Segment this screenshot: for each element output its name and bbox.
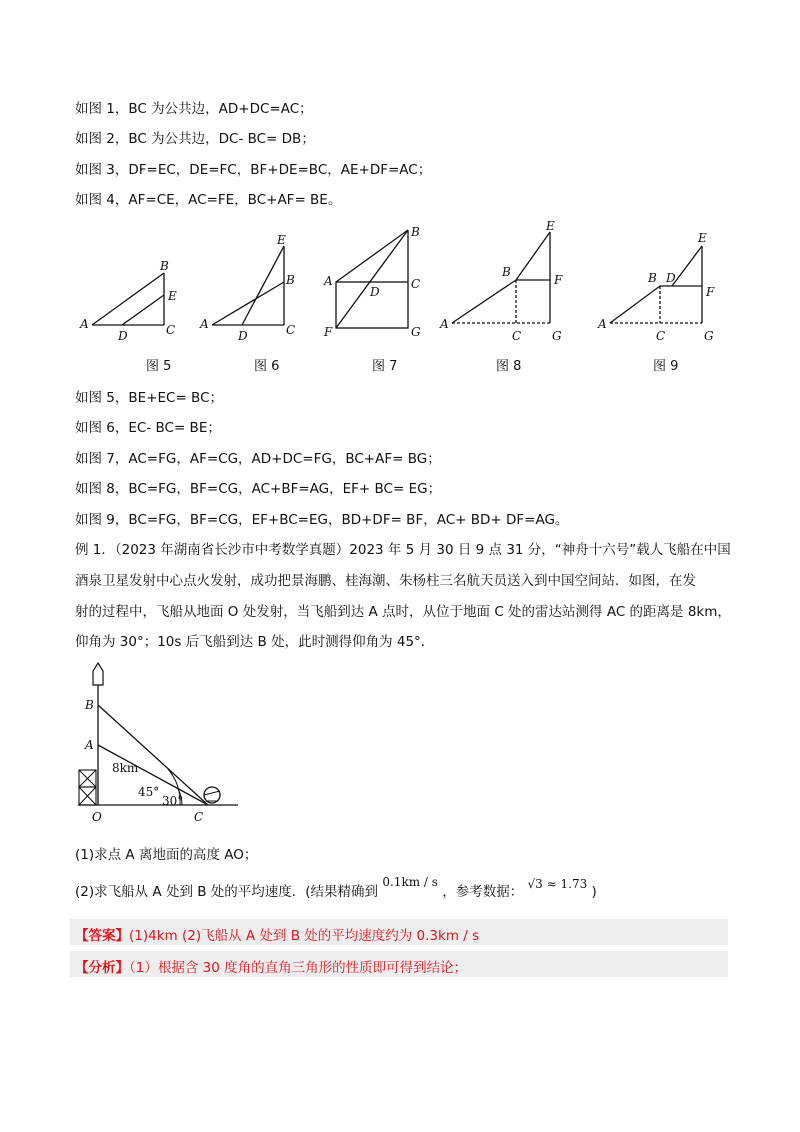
text-line-2: 如图 2，BC 为公共边，DC- BC= DB；	[75, 131, 315, 147]
svg-text:A: A	[200, 317, 209, 331]
svg-text:D: D	[666, 271, 676, 285]
text-line-5: 如图 5，BE+EC= BC；	[75, 390, 223, 406]
svg-text:A: A	[80, 317, 89, 331]
question-2-ref-label: ，参考数据：	[442, 884, 524, 900]
svg-text:E: E	[277, 233, 286, 247]
svg-text:F: F	[706, 285, 715, 299]
rocket-figure	[70, 655, 250, 825]
svg-text:G: G	[411, 325, 421, 339]
svg-text:D: D	[118, 329, 128, 343]
figure-5-caption: 图 5	[146, 359, 172, 374]
svg-text:B: B	[286, 273, 295, 287]
label-angle-45: 45°	[138, 785, 160, 799]
question-2-close: )	[591, 884, 597, 900]
example-line-2: 酒泉卫星发射中心点火发射，成功把景海鹏、桂海潮、朱杨柱三名航天员送入到中国空间站．如图，在发	[75, 573, 696, 589]
building-icon	[79, 770, 96, 805]
answer-text: (1)4km (2)飞船从 A 处到 B 处的平均速度约为 0.3km / s	[129, 928, 480, 944]
question-2-text: (2)求飞船从 A 处到 B 处的平均速度．(结果精确到	[75, 884, 379, 900]
figure-9	[597, 231, 715, 343]
svg-text:C: C	[411, 277, 421, 291]
svg-text:C: C	[512, 329, 522, 343]
figure-8	[439, 219, 563, 343]
question-2	[75, 875, 597, 900]
text-line-9: 如图 9，BC=FG，BF=CG，EF+BC=EG，BD+DF= BF，AC+ BD+ DF=AG。	[75, 512, 569, 528]
svg-text:F: F	[554, 273, 563, 287]
question-1: (1)求点 A 离地面的高度 AO；	[75, 847, 258, 863]
svg-text:C: C	[656, 329, 666, 343]
svg-text:A: A	[440, 317, 449, 331]
figures-row	[70, 218, 740, 353]
label-C: C	[194, 810, 204, 824]
svg-text:A: A	[598, 317, 607, 331]
label-A: A	[85, 738, 94, 752]
svg-text:C: C	[166, 323, 176, 337]
text-line-8: 如图 8，BC=FG，BF=CG，AC+BF=AG，EF+ BC= EG；	[75, 481, 442, 497]
svg-text:D: D	[370, 285, 380, 299]
label-8km: 8km	[112, 761, 139, 775]
svg-text:G: G	[552, 329, 562, 343]
rocket-icon	[93, 663, 103, 689]
svg-text:D: D	[238, 329, 248, 343]
example-line-1: 例 1．（2023 年湖南省长沙市中考数学真题）2023 年 5 月 30 日 9 点 31 分，“神舟十六号”载人飞船在中国	[75, 542, 731, 558]
text-line-7: 如图 7，AC=FG，AF=CG，AD+DC=FG，BC+AF= BG；	[75, 451, 441, 467]
precision-value: 0.1km / s	[382, 875, 438, 889]
figure-5	[79, 259, 177, 343]
figure-6-caption: 图 6	[254, 359, 280, 374]
radar-icon	[204, 787, 220, 803]
figure-9-caption: 图 9	[653, 359, 679, 374]
text-line-3: 如图 3，DF=EC，DE=FC，BF+DE=BC，AE+DF=AC；	[75, 162, 432, 178]
reference-value: √3 ≈ 1.73	[527, 877, 588, 891]
svg-text:B: B	[411, 225, 420, 239]
figure-6	[199, 233, 295, 343]
example-line-3: 射的过程中，飞船从地面 O 处发射，当飞船到达 A 点时，从位于地面 C 处的雷达站测得 AC 的距离是 8km，	[75, 604, 731, 620]
svg-text:B: B	[160, 259, 169, 273]
svg-text:C: C	[286, 323, 296, 337]
svg-text:E: E	[698, 231, 707, 245]
analysis-label: 【分析】	[75, 960, 129, 976]
figure-7	[323, 225, 421, 339]
label-O: O	[92, 810, 102, 824]
analysis-text: （1）根据含 30 度角的直角三角形的性质即可得到结论；	[129, 960, 468, 976]
analysis-row	[70, 951, 728, 977]
label-angle-30: 30°	[162, 794, 184, 808]
answer-row	[70, 919, 728, 945]
svg-text:E: E	[546, 219, 555, 233]
svg-text:B: B	[502, 265, 511, 279]
figure-8-caption: 图 8	[496, 359, 522, 374]
answer-label: 【答案】	[75, 928, 129, 944]
svg-text:A: A	[324, 274, 333, 288]
svg-text:G: G	[704, 329, 714, 343]
text-line-6: 如图 6，EC- BC= BE；	[75, 420, 221, 436]
text-line-4: 如图 4，AF=CE，AC=FE，BC+AF= BE。	[75, 192, 342, 208]
example-line-4: 仰角为 30°；10s 后飞船到达 B 处，此时测得仰角为 45°．	[75, 634, 435, 650]
text-line-1: 如图 1，BC 为公共边，AD+DC=AC；	[75, 101, 313, 117]
svg-text:F: F	[324, 325, 333, 339]
label-B: B	[85, 698, 94, 712]
svg-text:E: E	[168, 289, 177, 303]
svg-text:B: B	[648, 271, 657, 285]
figure-7-caption: 图 7	[372, 359, 398, 374]
